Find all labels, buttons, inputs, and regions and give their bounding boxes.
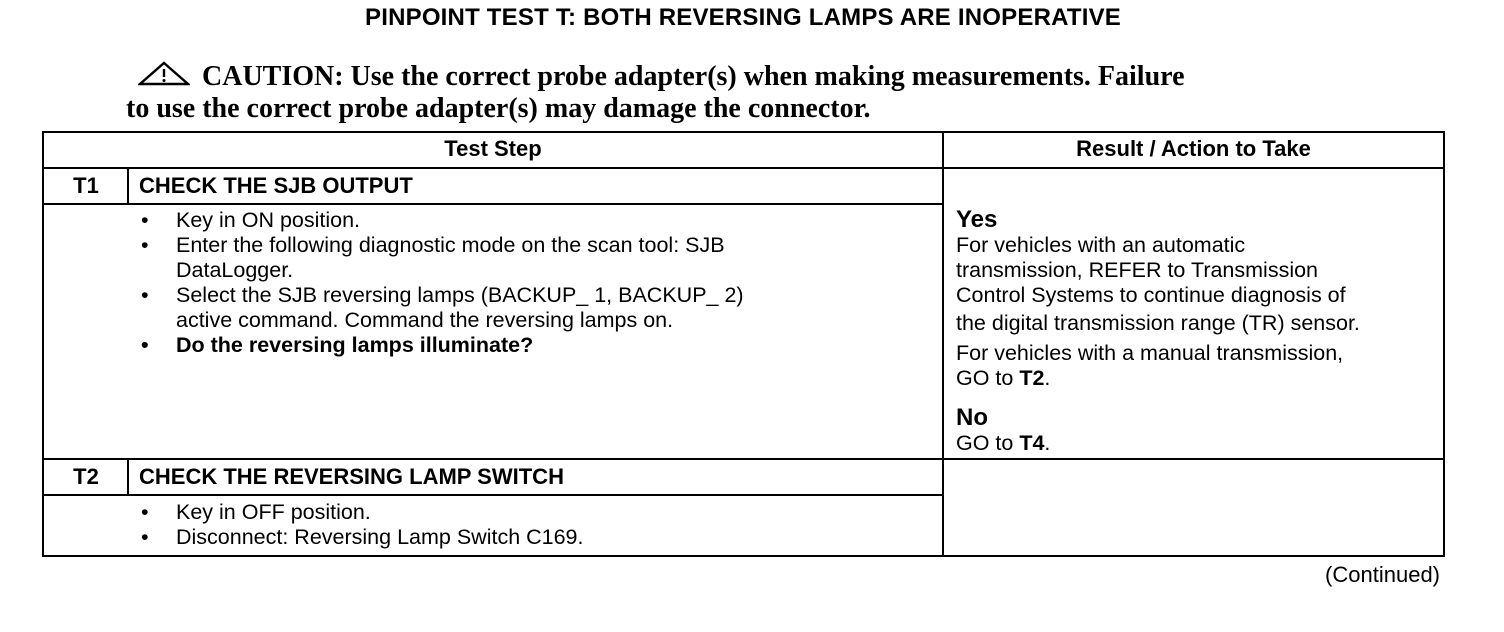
- list-item: • Enter the following diagnostic mode on the scan tool: SJB: [141, 233, 725, 257]
- list-item-continuation: active command. Command the reversing lamps on.: [176, 308, 674, 332]
- goto-t4-link[interactable]: T4: [1019, 431, 1045, 455]
- t1-title-divider: [42, 203, 944, 205]
- caution-label: CAUTION:: [202, 61, 344, 92]
- page-title: PINPOINT TEST T: BOTH REVERSING LAMPS ARE INOPERATIVE: [365, 4, 1121, 31]
- t1-result-no: [956, 405, 1050, 456]
- warning-triangle-icon: [138, 61, 190, 94]
- yes-manual-line: For vehicles with a manual transmission,: [956, 341, 1344, 365]
- header-divider: [42, 167, 1445, 169]
- list-item: • Key in OFF position.: [141, 500, 371, 524]
- t1-result-yes: [956, 207, 1360, 391]
- step-title-t1: CHECK THE SJB OUTPUT: [139, 173, 413, 198]
- list-item-continuation: DataLogger.: [176, 258, 294, 282]
- t2-steps-list: [138, 500, 584, 550]
- caution-notice: [126, 61, 1366, 124]
- t2-title-divider: [42, 494, 944, 496]
- caution-text-line-2: to use the correct probe adapter(s) may damage the connector.: [126, 93, 871, 124]
- t2-row-divider: [42, 458, 1445, 460]
- yes-text-line: Control Systems to continue diagnosis of: [956, 283, 1346, 307]
- table-border-top: [42, 131, 1445, 133]
- header-test-step: Test Step: [444, 136, 542, 161]
- step-id-t1: T1: [73, 173, 99, 198]
- list-item-question: • Do the reversing lamps illuminate?: [141, 333, 534, 357]
- table-border-bottom: [42, 555, 1445, 557]
- continued-label: (Continued): [1325, 562, 1440, 587]
- caution-text-line-1: Use the correct probe adapter(s) when making measurements. Failure: [350, 61, 1185, 92]
- list-item: • Select the SJB reversing lamps (BACKUP_ 1, BACKUP_ 2): [141, 283, 744, 307]
- list-item: • Disconnect: Reversing Lamp Switch C169.: [141, 525, 584, 549]
- no-go: GO to T4.: [956, 431, 1051, 455]
- t1-steps-list: [138, 208, 744, 358]
- yes-text-line: the digital transmission range (TR) sensor.: [956, 311, 1360, 335]
- step-title-t2: CHECK THE REVERSING LAMP SWITCH: [139, 464, 564, 489]
- yes-text-line: For vehicles with an automatic: [956, 233, 1246, 257]
- yes-text-line: transmission, REFER to Transmission: [956, 258, 1319, 282]
- step-id-t2: T2: [73, 464, 99, 489]
- table-border-right: [1443, 131, 1445, 557]
- yes-manual-go: GO to T2.: [956, 366, 1051, 390]
- header-result-action: Result / Action to Take: [1076, 136, 1311, 161]
- goto-t2-link[interactable]: T2: [1019, 366, 1045, 390]
- no-heading: No: [956, 404, 988, 431]
- list-item: • Key in ON position.: [141, 208, 361, 232]
- yes-heading: Yes: [956, 206, 998, 233]
